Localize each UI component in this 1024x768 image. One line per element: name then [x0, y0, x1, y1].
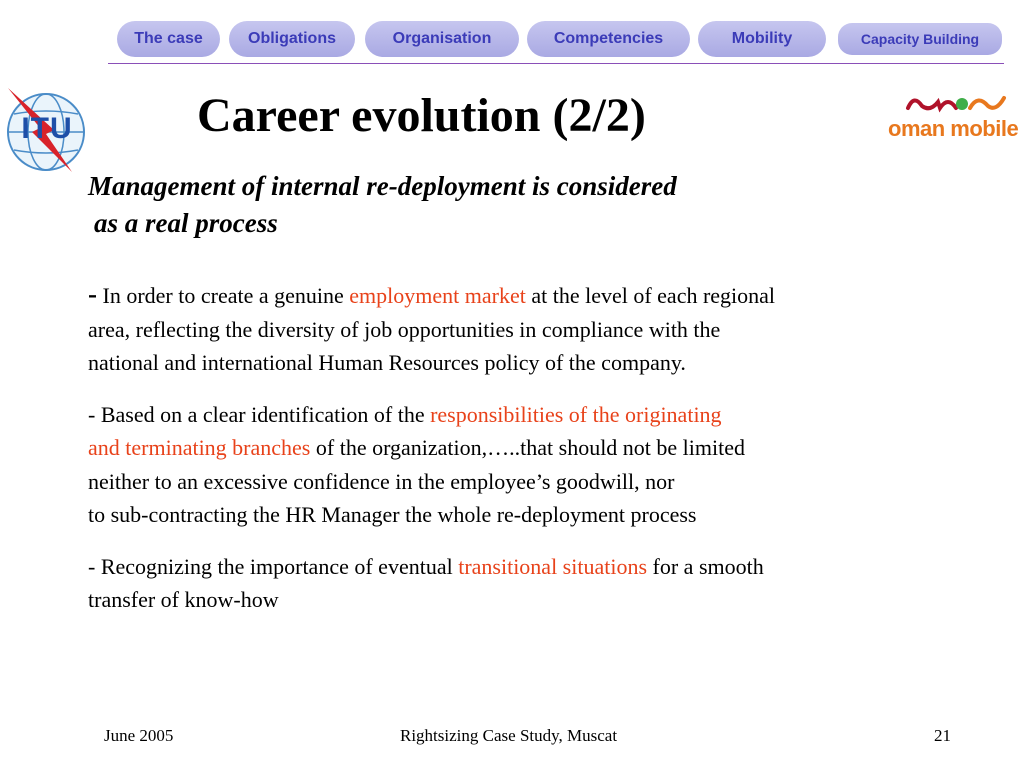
nav-divider [108, 63, 1004, 64]
p1-line-1 [88, 278, 1008, 313]
p2-highlight-2: and terminating branches [88, 435, 311, 460]
oman-mobile-logo [884, 88, 1020, 154]
oman-mobile-arabic-wordmark [904, 88, 1014, 116]
p1-highlight: employment market [349, 283, 526, 308]
p3-line-2: transfer of know-how [88, 587, 279, 612]
p2-highlight-1: responsibilities of the originating [430, 401, 722, 427]
p2-line-1 [88, 398, 1008, 432]
p3-highlight: transitional situations [458, 553, 648, 579]
slide-subtitle [88, 168, 677, 242]
p2-text-b: of the organization,…..that should not be limited [310, 435, 746, 460]
subtitle-line-2: as a real process [94, 208, 278, 238]
footer-date: June 2005 [104, 726, 174, 745]
bullet-paragraph-1 [88, 278, 1008, 380]
p1-line-2: area, reflecting the diversity of job opportunities in compliance with the [88, 316, 721, 342]
p1-line-3: national and international Human Resources policy of the company. [88, 350, 686, 375]
slide-body [88, 278, 1008, 635]
p2-line-3: neither to an excessive confidence in the employee’s goodwill, nor [88, 468, 675, 494]
itu-logo [2, 80, 100, 180]
subtitle-line-1: Management of internal re-deployment is considered [88, 171, 677, 201]
tab-mobility[interactable]: Mobility [698, 21, 826, 57]
bullet-paragraph-3 [88, 550, 1008, 617]
p1-text-a: In order to create a genuine [97, 283, 350, 308]
footer-title: Rightsizing Case Study, Muscat [400, 726, 618, 745]
tab-organisation[interactable]: Organisation [365, 21, 519, 57]
p3-text-a: - Recognizing the importance of eventual [88, 553, 459, 579]
slide-footer [0, 726, 1024, 750]
p2-text-a: - Based on a clear identification of the [88, 401, 431, 427]
slide-title: Career evolution (2/2) [197, 89, 646, 142]
itu-logo-text: ITU [21, 112, 73, 145]
tab-obligations[interactable]: Obligations [229, 21, 355, 57]
page-number: 21 [934, 726, 951, 745]
p1-text-b: at the level of each regional [525, 283, 776, 308]
tab-capacity-building[interactable]: Capacity Building [838, 23, 1002, 55]
p2-line-2 [88, 431, 1008, 465]
p3-line-1 [88, 550, 1008, 584]
oman-mobile-latin-wordmark: oman mobile [888, 116, 1019, 141]
tab-the-case[interactable]: The case [117, 21, 220, 57]
tab-competencies[interactable]: Competencies [527, 21, 690, 57]
p2-line-4: to sub-contracting the HR Manager the whole re-deployment process [88, 502, 697, 527]
bullet-paragraph-2 [88, 398, 1008, 532]
top-navigation [0, 0, 1024, 70]
p1-dash: - [88, 279, 97, 309]
p3-text-b: for a smooth [647, 553, 764, 579]
